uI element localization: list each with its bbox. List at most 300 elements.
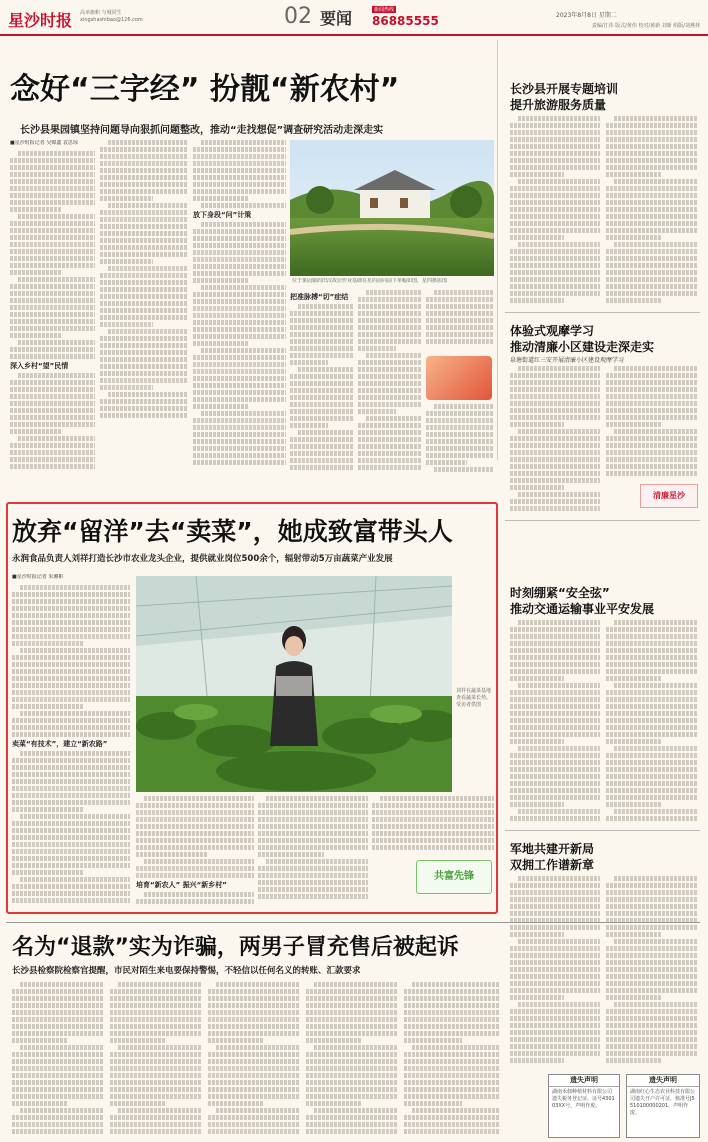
body-text-line <box>404 989 500 994</box>
body-text-line <box>12 1087 104 1092</box>
body-text-line <box>606 704 698 709</box>
body-text-line <box>606 422 661 427</box>
body-text-line <box>358 297 421 302</box>
body-text-line <box>518 366 600 371</box>
body-text-line <box>306 1129 398 1134</box>
body-text-line <box>358 339 421 344</box>
body-text-line <box>18 214 95 219</box>
body-text-line <box>10 179 95 184</box>
body-text-line <box>404 996 500 1001</box>
body-text-line <box>606 464 698 469</box>
body-text-line <box>510 890 600 895</box>
body-text-line <box>12 800 130 805</box>
feature-text-col3 <box>258 796 368 906</box>
body-text-line <box>193 425 286 430</box>
body-text-line <box>606 186 698 191</box>
body-text-line <box>510 704 600 709</box>
lead-section-head-2: 放下身段“问”计策 <box>193 211 252 219</box>
body-text-line <box>193 229 286 234</box>
body-text-line <box>208 1024 300 1029</box>
body-text-line <box>412 1045 500 1050</box>
body-text-line <box>100 189 188 194</box>
body-text-line <box>366 416 421 421</box>
body-text-line <box>110 996 202 1001</box>
body-text-line <box>510 718 600 723</box>
body-text-line <box>510 697 600 702</box>
body-text-line <box>510 655 600 660</box>
body-text-line <box>510 725 600 730</box>
right-art2-text-b <box>606 366 698 476</box>
body-text-line <box>208 1031 300 1036</box>
body-text-line <box>510 214 600 219</box>
body-text-line <box>510 478 600 483</box>
body-text-line <box>136 866 254 871</box>
body-text-line <box>510 144 600 149</box>
body-text-line <box>358 395 421 400</box>
body-text-line <box>201 348 286 353</box>
body-text-line <box>606 165 698 170</box>
body-text-line <box>614 1002 698 1007</box>
body-text-line <box>208 1129 300 1134</box>
body-text-line <box>606 214 698 219</box>
body-text-line <box>606 193 698 198</box>
body-text-line <box>193 432 286 437</box>
body-text-line <box>10 305 95 310</box>
body-text-line <box>510 676 564 681</box>
body-text-line <box>110 1066 202 1071</box>
body-text-line <box>100 252 188 257</box>
body-text-line <box>510 256 600 261</box>
body-text-line <box>606 988 698 993</box>
body-text-line <box>518 492 600 497</box>
body-text-line <box>12 996 104 1001</box>
body-text-line <box>216 982 300 987</box>
body-text-line <box>12 627 130 632</box>
body-text-line <box>100 245 188 250</box>
right-art3-text-a <box>510 620 600 826</box>
hotline-label: 新闻热线 <box>374 7 395 13</box>
body-text-line <box>20 814 130 819</box>
body-text-line <box>518 683 600 688</box>
lead-text-col1 <box>10 140 95 476</box>
bottom-headline: 名为“退款”实为诈骗，两男子冒充售后被起诉 <box>12 935 459 960</box>
body-text-line <box>18 340 95 345</box>
feature-stamp-text: 共富先锋 <box>434 871 474 882</box>
body-text-line <box>108 140 188 145</box>
greenhouse-photo-illustration <box>136 576 452 792</box>
body-text-line <box>110 1094 202 1099</box>
body-text-line <box>510 436 600 441</box>
body-text-line <box>12 835 130 840</box>
body-text-line <box>358 458 421 463</box>
body-text-line <box>510 228 600 233</box>
body-text-line <box>606 151 698 156</box>
body-text-line <box>193 327 286 332</box>
body-text-line <box>404 1101 462 1106</box>
body-text-line <box>12 786 130 791</box>
body-text-line <box>208 1052 300 1057</box>
body-text-line <box>10 221 95 226</box>
body-text-line <box>193 264 286 269</box>
body-text-line <box>606 415 698 420</box>
body-text-line <box>404 1115 500 1120</box>
body-text-line <box>290 360 328 365</box>
body-text-line <box>606 732 698 737</box>
body-text-line <box>510 380 600 385</box>
lead-subheadline: 长沙县果园镇坚持问题导向狠抓问题整改，推动“走找想促”调查研究活动走深走实 <box>20 125 384 136</box>
body-text-line <box>100 378 188 383</box>
body-text-line <box>100 287 188 292</box>
body-text-line <box>290 451 353 456</box>
body-text-line <box>510 401 600 406</box>
body-text-line <box>12 793 130 798</box>
body-text-line <box>606 450 698 455</box>
body-text-line <box>100 364 188 369</box>
body-text-line <box>110 1129 202 1134</box>
body-text-line <box>510 1058 564 1063</box>
body-text-line <box>193 168 286 173</box>
body-text-line <box>193 334 286 339</box>
body-text-line <box>258 810 368 815</box>
body-text-line <box>290 318 353 323</box>
body-text-line <box>100 273 188 278</box>
body-text-line <box>510 373 600 378</box>
lead-text-col4 <box>290 290 353 476</box>
body-text-line <box>606 676 661 681</box>
body-text-line <box>110 1059 202 1064</box>
body-text-line <box>358 465 421 470</box>
body-text-line <box>12 669 130 674</box>
body-text-line <box>606 256 698 261</box>
body-text-line <box>510 394 600 399</box>
body-text-line <box>193 460 286 465</box>
body-text-line <box>298 430 353 435</box>
body-text-line <box>510 781 600 786</box>
body-text-line <box>12 807 83 812</box>
body-text-line <box>10 158 95 163</box>
body-text-line <box>10 450 95 455</box>
body-text-line <box>358 332 421 337</box>
body-text-line <box>518 876 600 881</box>
body-text-line <box>358 444 421 449</box>
body-text-line <box>12 1094 104 1099</box>
body-text-line <box>193 147 286 152</box>
body-text-line <box>193 175 286 180</box>
body-text-line <box>136 817 254 822</box>
body-text-line <box>100 210 188 215</box>
body-text-line <box>290 444 353 449</box>
body-text-line <box>10 186 95 191</box>
body-text-line <box>12 898 130 903</box>
body-text-line <box>12 620 130 625</box>
body-text-line <box>193 355 286 360</box>
body-text-line <box>193 341 249 346</box>
body-text-line <box>258 831 368 836</box>
bottom-subheadline: 长沙县检察院检察官提醒，市民对陌生来电要保持警惕，不轻信以任何名义的转账、汇款要求 <box>12 966 361 976</box>
body-text-line <box>118 982 202 987</box>
body-text-line <box>144 892 254 897</box>
body-text-line <box>314 1045 398 1050</box>
body-text-line <box>12 849 130 854</box>
body-text-line <box>193 453 286 458</box>
body-text-line <box>510 221 600 226</box>
body-text-line <box>266 859 368 864</box>
body-text-line <box>136 810 254 815</box>
body-text-line <box>12 732 130 737</box>
body-text-line <box>193 376 286 381</box>
body-text-line <box>10 387 95 392</box>
body-text-line <box>208 1122 300 1127</box>
body-text-line <box>216 1045 300 1050</box>
body-text-line <box>110 1031 202 1036</box>
body-text-line <box>10 256 95 261</box>
body-text-line <box>290 353 353 358</box>
body-text-line <box>10 165 95 170</box>
body-text-line <box>193 418 286 423</box>
body-text-line <box>258 873 368 878</box>
right-art2-subtitle: 泉塘街道红三安开展清廉小区建设观摩学习 <box>510 357 625 364</box>
body-text-line <box>510 485 564 490</box>
body-text-line <box>290 416 353 421</box>
body-text-line <box>100 357 188 362</box>
qingfeng-stamp <box>640 484 698 508</box>
body-text-line <box>136 873 254 878</box>
feature-text-col2 <box>136 796 254 906</box>
body-text-line <box>208 1017 300 1022</box>
body-text-line <box>404 1094 500 1099</box>
body-text-line <box>606 137 698 142</box>
body-text-line <box>20 877 130 882</box>
body-text-line <box>426 311 494 316</box>
right-art2-title-2: 推动清廉小区建设走深走实 <box>510 340 655 354</box>
body-text-line <box>314 1108 398 1113</box>
body-text-line <box>404 1066 500 1071</box>
body-text-line <box>193 397 286 402</box>
body-text-line <box>110 989 202 994</box>
body-text-line <box>606 932 661 937</box>
body-text-line <box>12 697 130 702</box>
lost-notice-2 <box>626 1074 700 1138</box>
body-text-line <box>606 774 698 779</box>
body-text-line <box>358 318 421 323</box>
body-text-line <box>10 333 61 338</box>
body-text-line <box>193 362 286 367</box>
body-text-line <box>606 690 698 695</box>
body-text-line <box>606 1009 698 1014</box>
body-text-line <box>606 1037 698 1042</box>
body-text-line <box>606 235 661 240</box>
feature-text-col1 <box>12 574 130 906</box>
body-text-line <box>510 904 600 909</box>
body-text-line <box>434 467 494 472</box>
body-text-line <box>510 207 600 212</box>
body-text-line <box>606 974 698 979</box>
body-text-line <box>10 380 95 385</box>
body-text-line <box>12 1115 104 1120</box>
body-text-line <box>10 394 95 399</box>
body-text-line <box>606 221 698 226</box>
body-text-line <box>306 1080 398 1085</box>
body-text-line <box>614 876 698 881</box>
bottom-text-col1 <box>12 982 104 1136</box>
masthead-logo: 星沙时报 <box>8 11 73 30</box>
right-art2-text-a <box>510 366 600 516</box>
body-text-line <box>298 304 353 309</box>
body-text-line <box>614 683 698 688</box>
body-text-line <box>510 816 600 821</box>
body-text-line <box>193 271 286 276</box>
body-text-line <box>404 1059 500 1064</box>
feature-subheadline: 永润食品负责人刘祥打造长沙市农业龙头企业，提供就业岗位500余个，辐射带动5万亩蔬菜产业发展 <box>12 554 393 564</box>
body-text-line <box>108 203 188 208</box>
body-text-line <box>12 1129 104 1134</box>
body-text-line <box>510 662 600 667</box>
body-text-line <box>412 982 500 987</box>
body-text-line <box>100 413 188 418</box>
body-text-line <box>606 457 698 462</box>
body-text-line <box>290 339 353 344</box>
body-text-line <box>12 606 130 611</box>
body-text-line <box>510 193 600 198</box>
body-text-line <box>193 369 286 374</box>
body-text-line <box>290 311 353 316</box>
issue-date: 2023年8月8日 星期二 <box>556 12 617 19</box>
body-text-line <box>614 809 698 814</box>
body-text-line <box>606 925 698 930</box>
body-text-line <box>201 203 286 208</box>
body-text-line <box>100 217 188 222</box>
body-text-line <box>404 1024 500 1029</box>
body-text-line <box>12 989 104 994</box>
body-text-line <box>12 1122 104 1127</box>
body-text-line <box>12 1080 104 1085</box>
body-text-line <box>510 415 600 420</box>
body-text-line <box>606 911 698 916</box>
body-text-line <box>12 662 130 667</box>
body-text-line <box>193 236 286 241</box>
body-text-line <box>290 388 353 393</box>
body-text-line <box>10 193 95 198</box>
body-text-line <box>136 824 254 829</box>
body-text-line <box>110 1115 202 1120</box>
masthead <box>0 0 708 36</box>
body-text-line <box>290 423 328 428</box>
body-text-line <box>100 385 153 390</box>
body-text-line <box>12 641 83 646</box>
body-text-line <box>606 981 698 986</box>
body-text-line <box>12 1059 104 1064</box>
body-text-line <box>510 925 600 930</box>
body-text-line <box>510 981 600 986</box>
body-text-line <box>426 318 494 323</box>
body-text-line <box>108 392 188 397</box>
body-text-line <box>10 270 61 275</box>
body-text-line <box>208 1080 300 1085</box>
body-text-line <box>306 1010 398 1015</box>
lost-notice-1 <box>548 1074 620 1138</box>
body-text-line <box>614 620 698 625</box>
body-text-line <box>306 1031 398 1036</box>
body-text-line <box>358 311 421 316</box>
body-text-line <box>372 817 494 822</box>
body-text-line <box>258 845 368 850</box>
body-text-line <box>606 1058 661 1063</box>
body-text-line <box>10 354 95 359</box>
lead-section-head-3: 把准脉搏“切”症结 <box>290 293 349 301</box>
body-text-line <box>306 1087 398 1092</box>
body-text-line <box>290 402 353 407</box>
body-text-line <box>10 312 95 317</box>
body-text-line <box>404 1017 500 1022</box>
body-text-line <box>290 437 353 442</box>
body-text-line <box>606 655 698 660</box>
body-text-line <box>614 242 698 247</box>
body-text-line <box>12 1003 104 1008</box>
body-text-line <box>12 634 130 639</box>
body-text-line <box>193 320 286 325</box>
body-text-line <box>136 852 207 857</box>
body-text-line <box>510 506 600 511</box>
body-text-line <box>606 298 661 303</box>
body-text-line <box>606 897 698 902</box>
body-text-line <box>10 298 95 303</box>
body-text-line <box>404 1073 500 1078</box>
body-text-line <box>306 1066 398 1071</box>
right-art1-text-a <box>510 116 600 306</box>
body-text-line <box>404 1080 500 1085</box>
body-text-line <box>510 151 600 156</box>
masthead-email: xingshashibao@126.com <box>80 17 143 23</box>
body-text-line <box>306 1059 398 1064</box>
body-text-line <box>10 422 95 427</box>
body-text-line <box>510 911 600 916</box>
body-text-line <box>510 158 600 163</box>
body-text-line <box>510 471 600 476</box>
right-art4-title-2: 双拥工作谱新章 <box>510 858 595 872</box>
body-text-line <box>510 200 600 205</box>
body-text-line <box>510 1009 600 1014</box>
body-text-line <box>306 1094 398 1099</box>
body-text-line <box>12 1031 104 1036</box>
body-text-line <box>100 231 188 236</box>
feature-photo <box>136 576 452 792</box>
body-text-line <box>404 1129 500 1134</box>
body-text-line <box>20 1045 104 1050</box>
body-text-line <box>306 1052 398 1057</box>
body-text-line <box>606 380 698 385</box>
body-text-line <box>426 439 494 444</box>
body-text-line <box>18 277 95 282</box>
body-text-line <box>510 1016 600 1021</box>
body-text-line <box>193 161 286 166</box>
body-text-line <box>510 897 600 902</box>
body-text-line <box>12 884 130 889</box>
body-text-line <box>10 228 95 233</box>
body-text-line <box>290 465 353 470</box>
body-text-line <box>426 453 494 458</box>
body-text-line <box>358 402 421 407</box>
body-text-line <box>20 751 130 756</box>
body-text-line <box>208 1115 300 1120</box>
body-text-line <box>12 599 130 604</box>
body-text-line <box>193 196 249 201</box>
qingfeng-stamp-text: 清廉星沙 <box>653 491 685 500</box>
body-text-line <box>100 196 153 201</box>
body-text-line <box>290 409 353 414</box>
body-text-line <box>290 325 353 330</box>
body-text-line <box>298 367 353 372</box>
body-text-line <box>510 235 564 240</box>
